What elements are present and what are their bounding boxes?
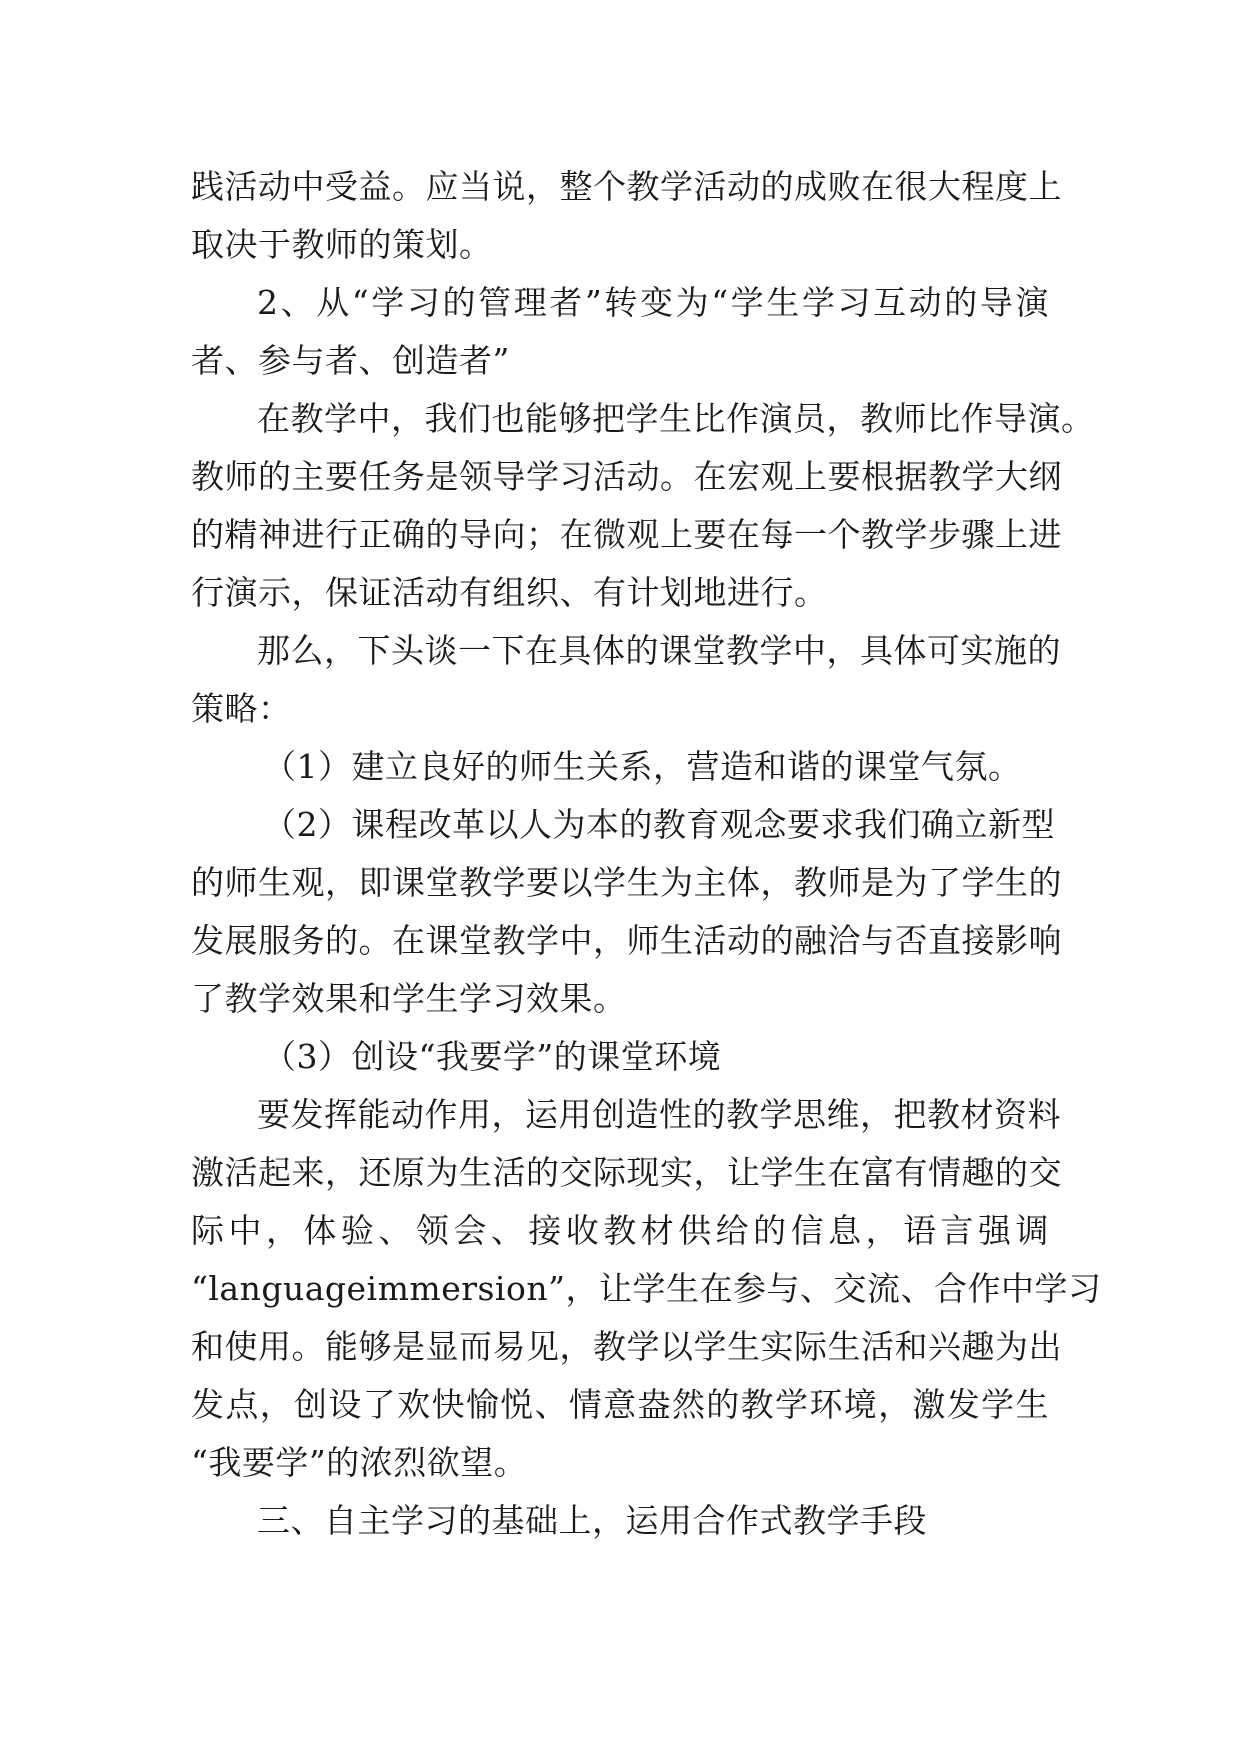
paragraph-line: 践活动中受益。应当说，整个教学活动的成败在很大程度上 (191, 167, 1062, 206)
paragraph-line: “我要学”的浓烈欲望。 (191, 1443, 528, 1482)
section-heading-line: 三、自主学习的基础上，运用合作式教学手段 (257, 1501, 927, 1540)
list-item-line: （3）创设“我要学”的课堂环境 (263, 1037, 722, 1076)
section-heading-line: 2、从“学习的管理者”转变为“学生学习互动的导演 (257, 283, 1049, 322)
paragraph-line: 行演示，保证活动有组织、有计划地进行。 (191, 573, 828, 612)
paragraph-line: 要发挥能动作用，运用创造性的教学思维，把教材资料 (257, 1095, 1061, 1134)
document-body (191, 158, 1102, 1550)
list-item-line: （2）课程改革以人为本的教育观念要求我们确立新型 (263, 805, 1055, 844)
paragraph-line: 发展服务的。在课堂教学中，师生活动的融洽与否直接影响 (191, 921, 1062, 960)
paragraph-line: 策略： (191, 689, 292, 728)
paragraph-line: 发点，创设了欢快愉悦、情意盎然的教学环境，激发学生 (191, 1385, 1049, 1424)
paragraph-line: 激活起来，还原为生活的交际现实，让学生在富有情趣的交 (191, 1153, 1062, 1192)
paragraph-line: 在教学中，我们也能够把学生比作演员，教师比作导演。 (257, 399, 1095, 438)
paragraph-line: 那么，下头谈一下在具体的课堂教学中，具体可实施的 (257, 631, 1061, 670)
paragraph-line: 取决于教师的策划。 (191, 225, 493, 264)
list-item-line: （1）建立良好的师生关系，营造和谐的课堂气氛。 (263, 747, 1022, 786)
paragraph-line: 和使用。能够是显而易见，教学以学生实际生活和兴趣为出 (191, 1327, 1062, 1366)
section-heading-line: 者、参与者、创造者” (191, 341, 510, 380)
paragraph-line: 际中，体验、领会、接收教材供给的信息，语言强调 (191, 1211, 1049, 1250)
paragraph-line: 教师的主要任务是领导学习活动。在宏观上要根据教学大纲 (191, 457, 1062, 496)
paragraph-line: 了教学效果和学生学习效果。 (191, 979, 627, 1018)
paragraph-line: “languageimmersion”，让学生在参与、交流、合作中学习 (191, 1269, 1102, 1308)
paragraph-line: 的精神进行正确的导向；在微观上要在每一个教学步骤上进 (191, 515, 1062, 554)
paragraph-line: 的师生观，即课堂教学要以学生为主体，教师是为了学生的 (191, 863, 1062, 902)
